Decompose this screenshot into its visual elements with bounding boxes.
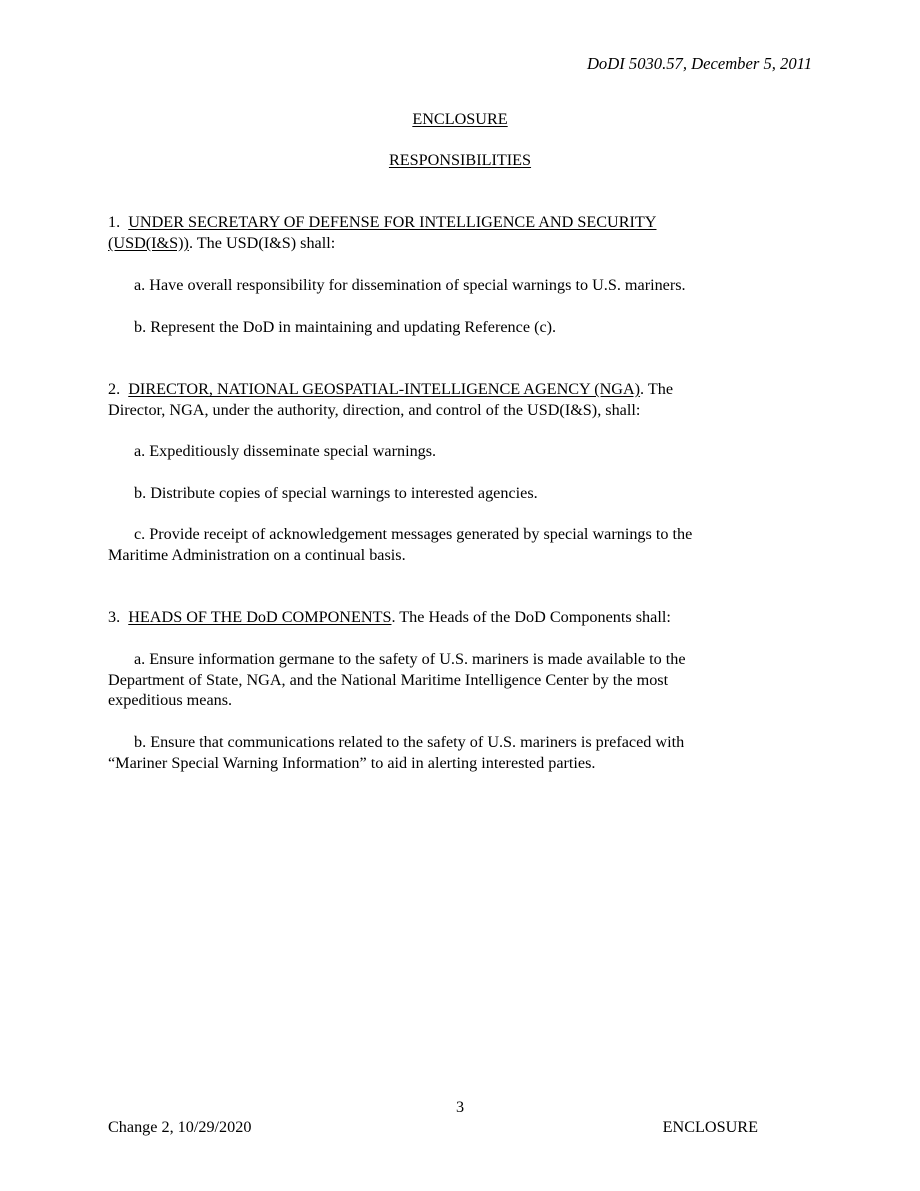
section-3-heading-line: 3. HEADS OF THE DoD COMPONENTS. The Heads of the DoD Components shall: [108, 608, 671, 626]
document-reference: DoDI 5030.57, December 5, 2011 [586, 54, 812, 73]
section-2-item-a: a. Expeditiously disseminate special warnings. [134, 442, 437, 460]
section-2-item-c: c. Provide receipt of acknowledgement messages generated by special warnings to the Maritime Administration on a continual basis. [108, 525, 693, 564]
footer-enclosure-label: ENCLOSURE [662, 1118, 758, 1136]
section-1-heading-line: 1. UNDER SECRETARY OF DEFENSE FOR INTELLIGENCE AND SECURITY [108, 213, 657, 231]
page-number: 3 [455, 1098, 465, 1116]
section-1-item-b: b. Represent the DoD in maintaining and updating Reference (c). [134, 318, 557, 336]
section-2 [108, 379, 772, 420]
section-1-heading-line-2: (USD(I&S)). The USD(I&S) shall: [108, 233, 336, 252]
section-1-item-a: a. Have overall responsibility for dissemination of special warnings to U.S. mariners. [134, 276, 686, 294]
section-2-heading-line: 2. DIRECTOR, NATIONAL GEOSPATIAL-INTELLIGENCE AGENCY (NGA). The [108, 380, 674, 398]
section-3-item-b: b. Ensure that communications related to the safety of U.S. mariners is prefaced with “Mariner Special Warning Information” to aid in alerting interested parties. [108, 733, 685, 772]
section-2-intro-line-2: Director, NGA, under the authority, direction, and control of the USD(I&S), shall: [108, 400, 641, 419]
section-3-item-a: a. Ensure information germane to the safety of U.S. mariners is made available to the Department of State, NGA, and the National Maritime Intelligence Center by the most expeditious means. [108, 650, 686, 710]
change-note: Change 2, 10/29/2020 [108, 1118, 252, 1136]
section-1 [108, 212, 772, 253]
section-2-item-b: b. Distribute copies of special warnings to interested agencies. [134, 484, 538, 502]
enclosure-title: ENCLOSURE [412, 110, 508, 128]
responsibilities-title: RESPONSIBILITIES [388, 151, 532, 169]
